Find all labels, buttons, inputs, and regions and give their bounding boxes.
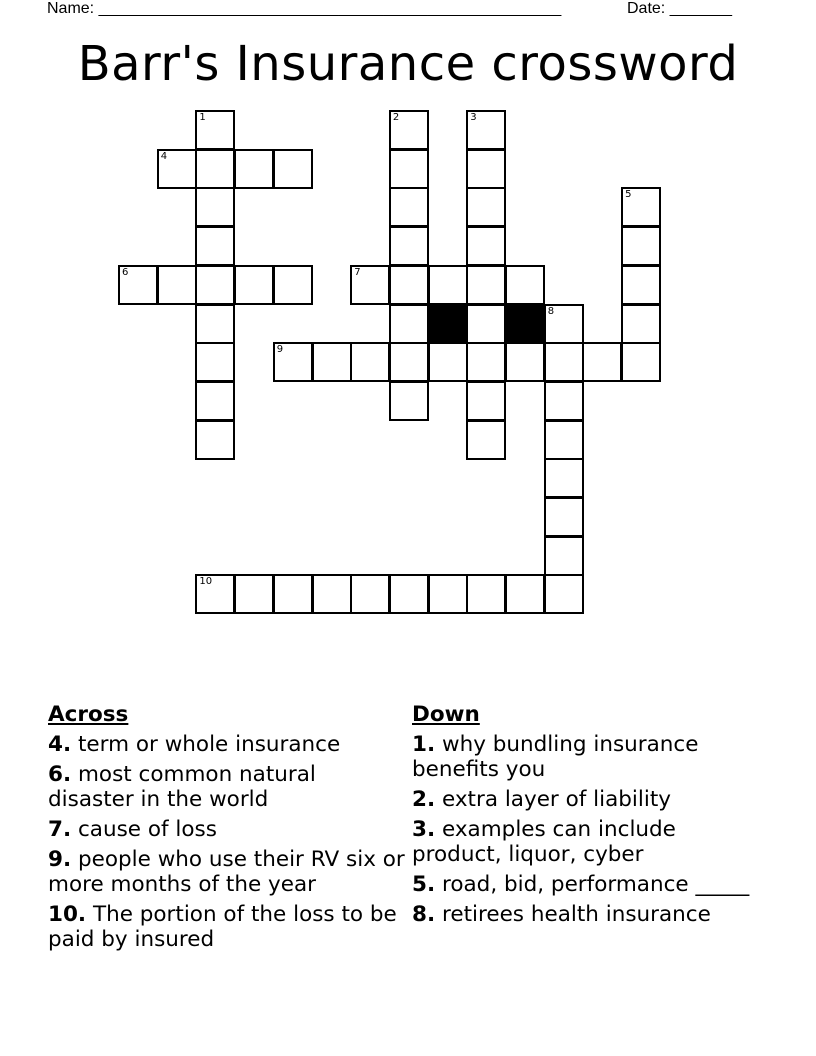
down-heading: Down (412, 702, 480, 727)
clue-across-7 (48, 817, 408, 842)
grid-cell[interactable] (389, 226, 429, 266)
cell-number: 4 (160, 150, 168, 162)
clue-down-3 (412, 817, 752, 867)
clue-text: cause of loss (77, 817, 217, 842)
clue-across-6 (48, 762, 408, 812)
grid-cell[interactable] (428, 265, 468, 305)
clue-text: why bundling insurance benefits you (412, 732, 699, 782)
cell-number: 7 (354, 266, 361, 278)
grid-cell[interactable] (582, 342, 622, 382)
grid-cell[interactable] (621, 187, 661, 227)
clue-down-1 (412, 732, 752, 782)
clue-number: 3. (412, 817, 436, 842)
grid-cell[interactable] (544, 574, 584, 614)
grid-cell[interactable] (544, 458, 584, 498)
grid-block-cell (505, 304, 545, 344)
grid-cell[interactable] (389, 265, 429, 305)
grid-cell[interactable] (273, 342, 313, 382)
grid-cell[interactable] (234, 149, 274, 189)
clue-down-2 (412, 787, 752, 812)
grid-cell[interactable] (466, 304, 506, 344)
grid-cell[interactable] (466, 187, 506, 227)
clue-number: 6. (48, 762, 72, 787)
grid-cell[interactable] (621, 226, 661, 266)
down-clues (412, 702, 752, 932)
grid-cell[interactable] (466, 149, 506, 189)
grid-cell[interactable] (350, 574, 390, 614)
grid-cell[interactable] (544, 536, 584, 576)
grid-cell[interactable] (195, 187, 235, 227)
grid-cell[interactable] (428, 574, 468, 614)
grid-cell[interactable] (505, 342, 545, 382)
clue-number: 8. (412, 902, 436, 927)
grid-cell[interactable] (544, 381, 584, 421)
grid-cell[interactable] (234, 574, 274, 614)
grid-cell[interactable] (505, 265, 545, 305)
grid-cell[interactable] (312, 574, 352, 614)
cell-number: 6 (122, 266, 129, 278)
grid-cell[interactable] (195, 574, 235, 614)
grid-block-cell (428, 304, 468, 344)
clue-down-5 (412, 872, 752, 897)
clue-text: most common natural disaster in the world (48, 762, 316, 812)
clue-text: examples can include product, liquor, cyber (412, 817, 676, 867)
grid-cell[interactable] (544, 304, 584, 344)
clue-text: road, bid, performance _____ (441, 872, 750, 897)
cell-number: 2 (392, 112, 400, 123)
grid-cell[interactable] (389, 381, 429, 421)
grid-cell[interactable] (621, 304, 661, 344)
grid-cell[interactable] (195, 265, 235, 305)
grid-cell[interactable] (389, 342, 429, 382)
grid-cell[interactable] (195, 381, 235, 421)
clue-across-10 (48, 902, 408, 952)
cell-number: 9 (276, 344, 284, 356)
grid-cell[interactable] (621, 342, 661, 382)
clue-text: people who use their RV six or more months of the year (48, 847, 405, 897)
clue-number: 10. (48, 902, 87, 927)
grid-cell[interactable] (157, 149, 197, 189)
clue-number: 1. (412, 732, 436, 757)
grid-cell[interactable] (273, 574, 313, 614)
grid-cell[interactable] (466, 381, 506, 421)
grid-cell[interactable] (195, 420, 235, 460)
grid-cell[interactable] (195, 149, 235, 189)
name-field-label[interactable]: Name: ____________________________________________________ (47, 0, 562, 17)
grid-cell[interactable] (466, 265, 506, 305)
grid-cell[interactable] (157, 265, 197, 305)
cell-number: 8 (547, 305, 555, 317)
across-clues (48, 702, 408, 957)
grid-cell[interactable] (273, 265, 313, 305)
cell-number: 3 (470, 112, 477, 123)
grid-cell[interactable] (195, 226, 235, 266)
clue-text: term or whole insurance (77, 732, 341, 757)
grid-cell[interactable] (621, 265, 661, 305)
grid-cell[interactable] (389, 187, 429, 227)
grid-cell[interactable] (389, 304, 429, 344)
grid-cell[interactable] (389, 574, 429, 614)
clue-number: 9. (48, 847, 72, 872)
cell-number: 5 (625, 189, 632, 201)
grid-cell[interactable] (466, 574, 506, 614)
page-title: Barr's Insurance crossword (77, 36, 739, 92)
grid-cell[interactable] (195, 110, 235, 150)
clue-number: 4. (48, 732, 72, 757)
across-heading: Across (48, 702, 129, 727)
grid-cell[interactable] (350, 265, 390, 305)
grid-cell[interactable] (505, 574, 545, 614)
clue-down-8 (412, 902, 752, 927)
clue-across-9 (48, 847, 408, 897)
grid-cell[interactable] (273, 149, 313, 189)
grid-cell[interactable] (118, 265, 158, 305)
grid-cell[interactable] (195, 304, 235, 344)
grid-cell[interactable] (234, 265, 274, 305)
clue-number: 7. (48, 817, 72, 842)
grid-cell[interactable] (544, 497, 584, 537)
cell-number: 10 (199, 576, 213, 588)
date-field-label[interactable]: Date: _______ (627, 0, 732, 17)
clue-text: retirees health insurance (441, 902, 711, 927)
grid-cell[interactable] (312, 342, 352, 382)
grid-cell[interactable] (195, 342, 235, 382)
grid-cell[interactable] (350, 342, 390, 382)
grid-cell[interactable] (389, 110, 429, 150)
grid-cell[interactable] (466, 342, 506, 382)
cell-number: 1 (199, 112, 206, 123)
clue-number: 5. (412, 872, 436, 897)
clue-number: 2. (412, 787, 436, 812)
grid-cell[interactable] (466, 420, 506, 460)
grid-cell[interactable] (544, 342, 584, 382)
clue-across-4 (48, 732, 408, 757)
grid-cell[interactable] (544, 420, 584, 460)
clue-text: extra layer of liability (441, 787, 672, 812)
clue-text: The portion of the loss to be paid by insured (48, 902, 397, 952)
grid-cell[interactable] (466, 110, 506, 150)
grid-cell[interactable] (428, 342, 468, 382)
grid-cell[interactable] (466, 226, 506, 266)
grid-cell[interactable] (389, 149, 429, 189)
